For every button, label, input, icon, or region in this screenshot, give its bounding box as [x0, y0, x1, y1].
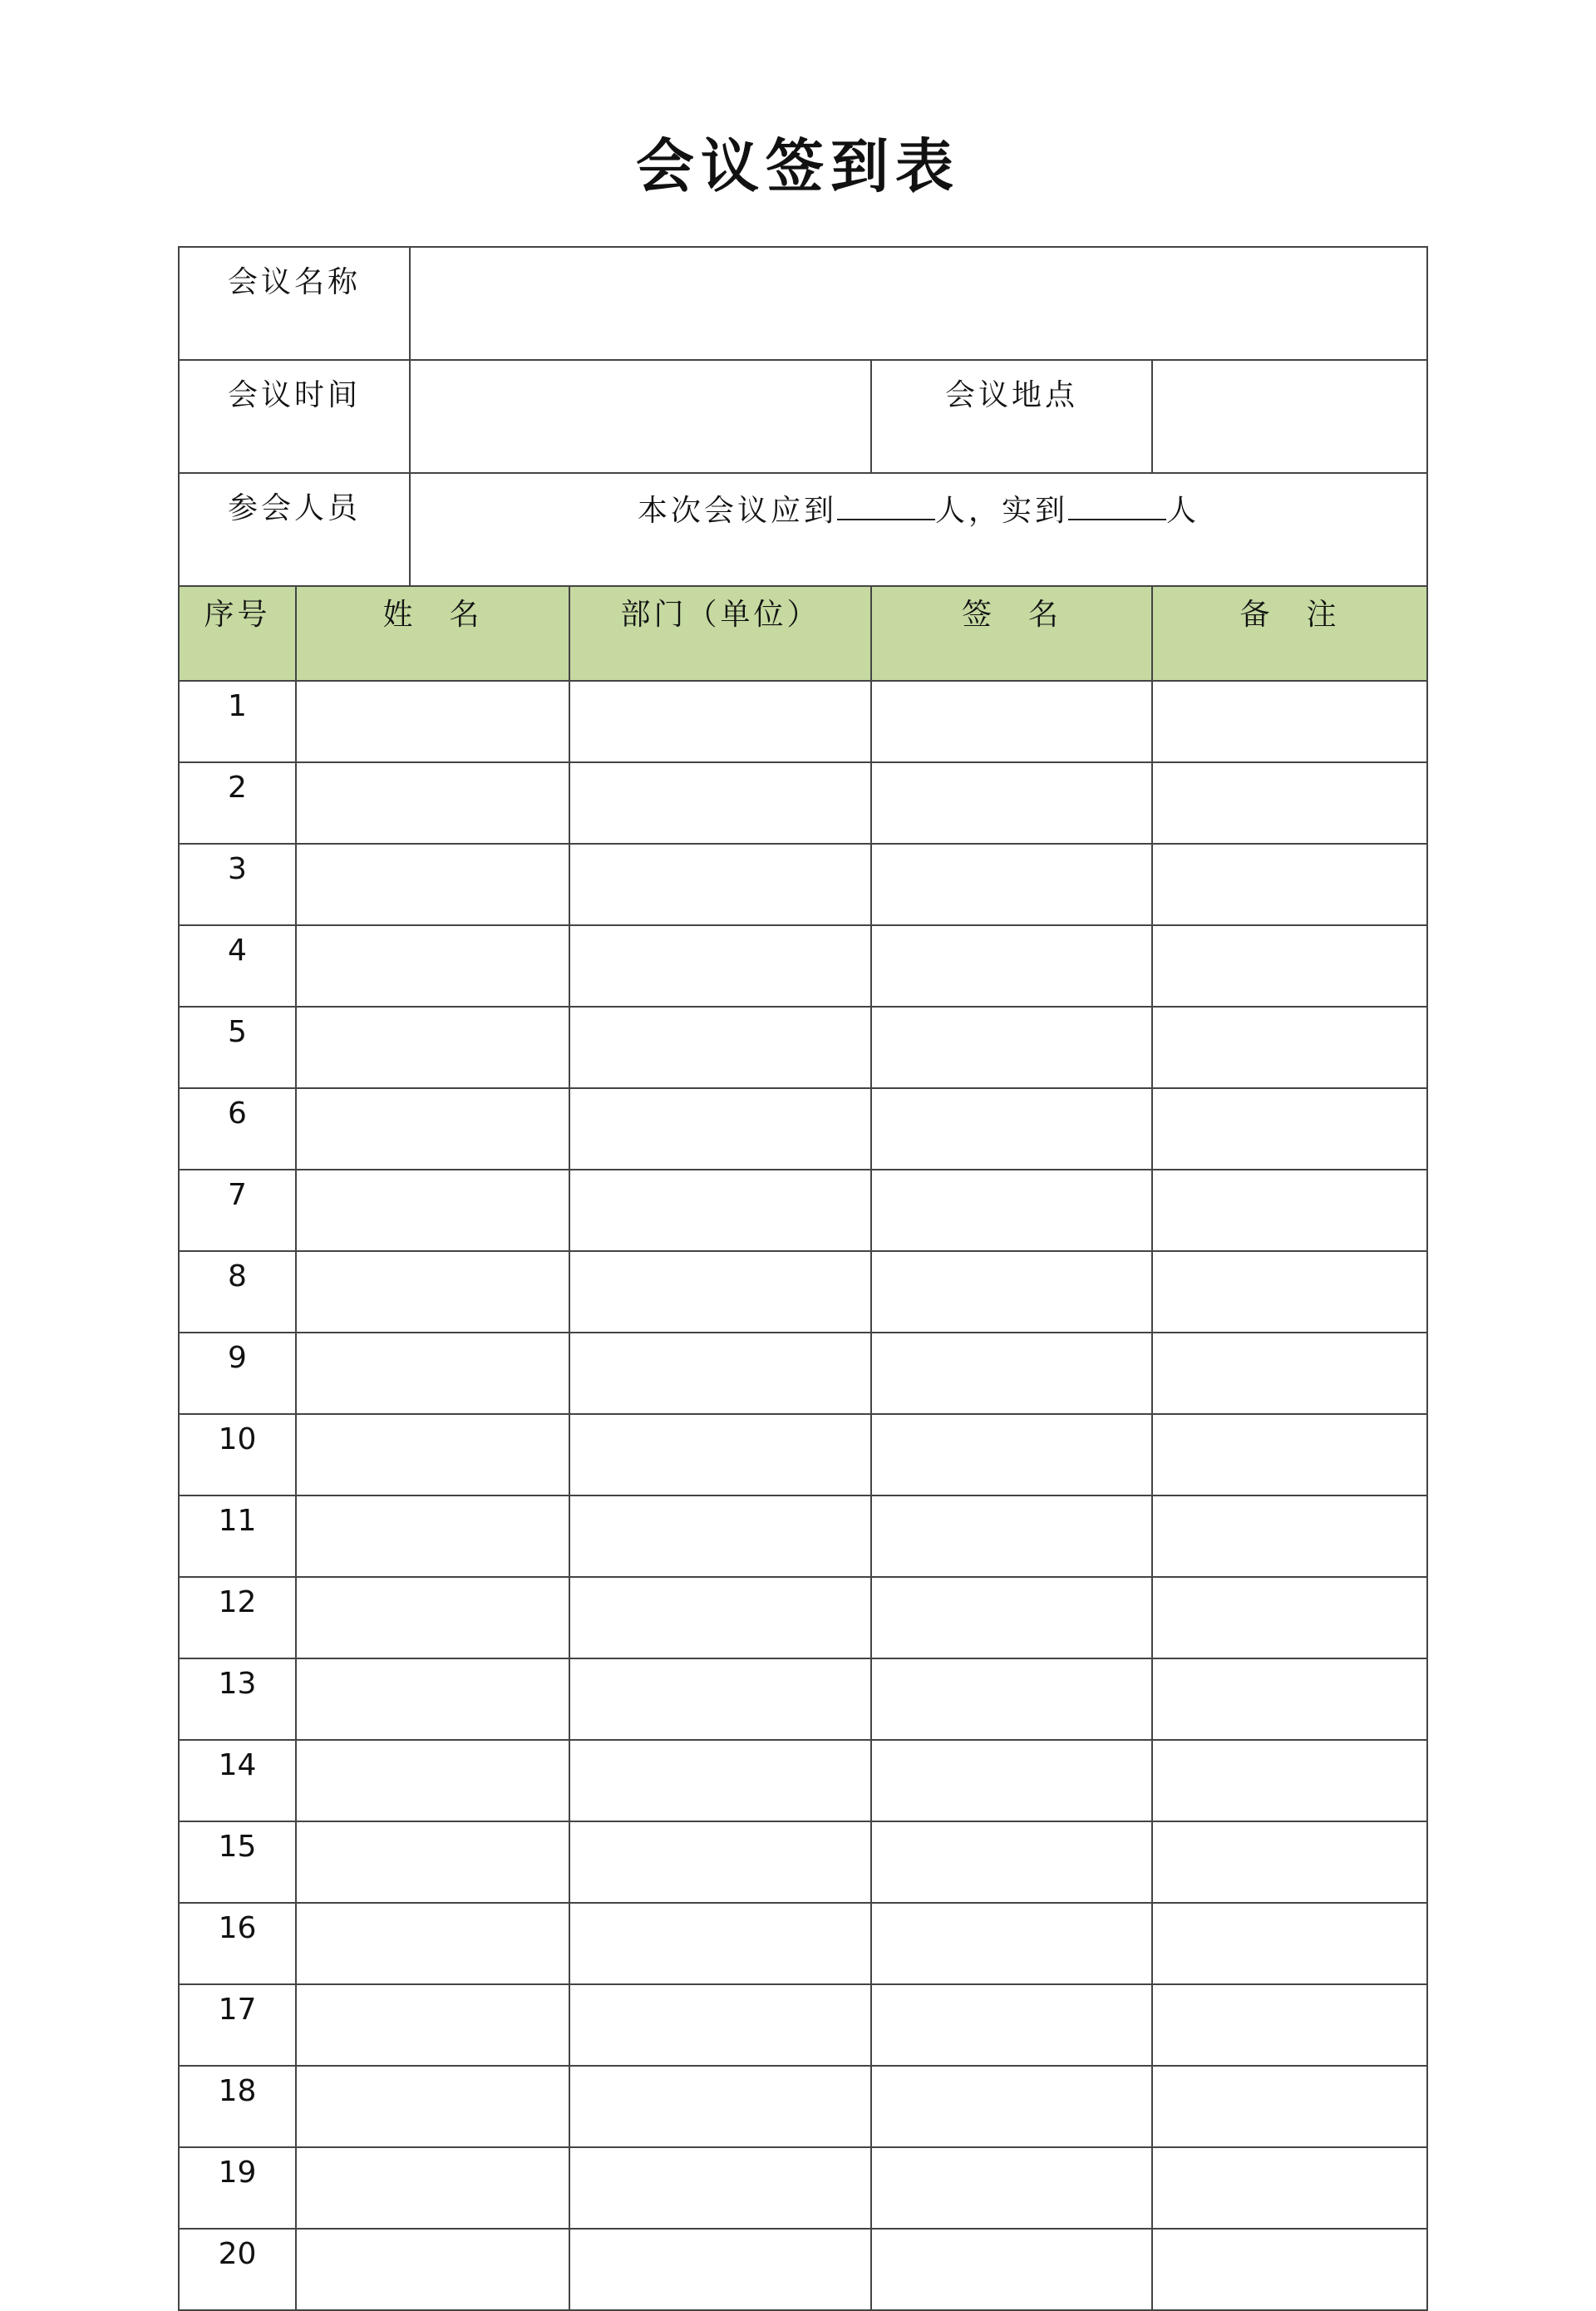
table-row: [179, 1658, 1427, 1740]
meeting-time-row: [179, 360, 1427, 473]
signature-cell[interactable]: [871, 1658, 1152, 1740]
dept-cell[interactable]: [569, 1007, 871, 1088]
row-number: 9: [179, 1333, 296, 1414]
signature-cell[interactable]: [871, 925, 1152, 1007]
attendees-row: [179, 473, 1427, 586]
table-row: [179, 1088, 1427, 1170]
dept-cell[interactable]: [569, 681, 871, 762]
attendees-label: 参会人员: [179, 473, 410, 586]
remarks-cell[interactable]: [1152, 1251, 1427, 1333]
actual-count-blank[interactable]: [1068, 494, 1166, 520]
column-header-row: [179, 586, 1427, 681]
signature-cell[interactable]: [871, 1170, 1152, 1251]
col-header-signature: 签 名: [871, 586, 1152, 681]
remarks-cell[interactable]: [1152, 1903, 1427, 1984]
signature-cell[interactable]: [871, 1251, 1152, 1333]
name-cell[interactable]: [296, 1495, 569, 1577]
table-row: [179, 1740, 1427, 1821]
remarks-cell[interactable]: [1152, 844, 1427, 925]
row-number: 15: [179, 1821, 296, 1903]
signature-cell[interactable]: [871, 1984, 1152, 2066]
attendance-suffix: 人: [1166, 494, 1200, 528]
row-number: 20: [179, 2229, 296, 2310]
table-row: [179, 2066, 1427, 2147]
page-title: 会议签到表: [636, 131, 960, 200]
table-row: [179, 844, 1427, 925]
table-row: [179, 1903, 1427, 1984]
dept-cell[interactable]: [569, 1495, 871, 1577]
remarks-cell[interactable]: [1152, 1821, 1427, 1903]
meeting-time-field[interactable]: [410, 360, 871, 473]
dept-cell[interactable]: [569, 1903, 871, 1984]
signature-cell[interactable]: [871, 2147, 1152, 2229]
table-row: [179, 762, 1427, 844]
signature-cell[interactable]: [871, 1414, 1152, 1495]
signature-cell[interactable]: [871, 1088, 1152, 1170]
remarks-cell[interactable]: [1152, 681, 1427, 762]
table-row: [179, 1495, 1427, 1577]
signature-cell[interactable]: [871, 1577, 1152, 1658]
remarks-cell[interactable]: [1152, 1414, 1427, 1495]
signature-cell[interactable]: [871, 1333, 1152, 1414]
table-row: [179, 1007, 1427, 1088]
col-header-dept: 部门（单位）: [569, 586, 871, 681]
attendance-summary: [410, 473, 1427, 586]
table-row: [179, 1414, 1427, 1495]
signature-cell[interactable]: [871, 681, 1152, 762]
meeting-name-row: [179, 247, 1427, 360]
dept-cell[interactable]: [569, 1577, 871, 1658]
remarks-cell[interactable]: [1152, 1984, 1427, 2066]
remarks-cell[interactable]: [1152, 2229, 1427, 2310]
row-number: 7: [179, 1170, 296, 1251]
table-row: [179, 1984, 1427, 2066]
meeting-place-label: 会议地点: [871, 360, 1152, 473]
name-cell[interactable]: [296, 1170, 569, 1251]
name-cell[interactable]: [296, 1903, 569, 1984]
dept-cell[interactable]: [569, 1251, 871, 1333]
table-row: [179, 2147, 1427, 2229]
col-header-remarks: 备 注: [1152, 586, 1427, 681]
table-row: [179, 1821, 1427, 1903]
table-row: [179, 2229, 1427, 2310]
signature-cell[interactable]: [871, 1903, 1152, 1984]
name-cell[interactable]: [296, 1658, 569, 1740]
dept-cell[interactable]: [569, 2147, 871, 2229]
name-cell[interactable]: [296, 2229, 569, 2310]
dept-cell[interactable]: [569, 925, 871, 1007]
remarks-cell[interactable]: [1152, 1088, 1427, 1170]
name-cell[interactable]: [296, 1333, 569, 1414]
dept-cell[interactable]: [569, 1170, 871, 1251]
meeting-place-field[interactable]: [1152, 360, 1427, 473]
attendance-mid: 人，实到: [935, 494, 1069, 528]
name-cell[interactable]: [296, 2066, 569, 2147]
signature-cell[interactable]: [871, 1821, 1152, 1903]
row-number: 13: [179, 1658, 296, 1740]
signature-cell[interactable]: [871, 1740, 1152, 1821]
remarks-cell[interactable]: [1152, 1658, 1427, 1740]
row-number: 10: [179, 1414, 296, 1495]
row-number: 11: [179, 1495, 296, 1577]
dept-cell[interactable]: [569, 1984, 871, 2066]
signature-cell[interactable]: [871, 844, 1152, 925]
table-row: [179, 1170, 1427, 1251]
row-number: 17: [179, 1984, 296, 2066]
name-cell[interactable]: [296, 844, 569, 925]
dept-cell[interactable]: [569, 1740, 871, 1821]
dept-cell[interactable]: [569, 762, 871, 844]
row-number: 8: [179, 1251, 296, 1333]
name-cell[interactable]: [296, 1821, 569, 1903]
dept-cell[interactable]: [569, 1333, 871, 1414]
dept-cell[interactable]: [569, 1658, 871, 1740]
signature-cell[interactable]: [871, 2229, 1152, 2310]
meeting-name-field[interactable]: [410, 247, 1427, 360]
signature-cell[interactable]: [871, 2066, 1152, 2147]
row-number: 4: [179, 925, 296, 1007]
name-cell[interactable]: [296, 1984, 569, 2066]
dept-cell[interactable]: [569, 844, 871, 925]
dept-cell[interactable]: [569, 2066, 871, 2147]
meeting-time-label: 会议时间: [179, 360, 410, 473]
table-row: [179, 1333, 1427, 1414]
row-number: 2: [179, 762, 296, 844]
row-number: 5: [179, 1007, 296, 1088]
row-number: 12: [179, 1577, 296, 1658]
signature-cell[interactable]: [871, 1007, 1152, 1088]
row-number: 3: [179, 844, 296, 925]
name-cell[interactable]: [296, 925, 569, 1007]
col-header-name: 姓 名: [296, 586, 569, 681]
remarks-cell[interactable]: [1152, 1577, 1427, 1658]
remarks-cell[interactable]: [1152, 1333, 1427, 1414]
name-cell[interactable]: [296, 1251, 569, 1333]
row-number: 14: [179, 1740, 296, 1821]
row-number: 6: [179, 1088, 296, 1170]
name-cell[interactable]: [296, 1088, 569, 1170]
col-header-seq: 序号: [179, 586, 296, 681]
name-cell[interactable]: [296, 1577, 569, 1658]
name-cell[interactable]: [296, 681, 569, 762]
name-cell[interactable]: [296, 762, 569, 844]
sign-in-table: [178, 246, 1428, 2311]
name-cell[interactable]: [296, 2147, 569, 2229]
remarks-cell[interactable]: [1152, 1170, 1427, 1251]
dept-cell[interactable]: [569, 1088, 871, 1170]
remarks-cell[interactable]: [1152, 762, 1427, 844]
remarks-cell[interactable]: [1152, 2147, 1427, 2229]
remarks-cell[interactable]: [1152, 1495, 1427, 1577]
remarks-cell[interactable]: [1152, 925, 1427, 1007]
name-cell[interactable]: [296, 1007, 569, 1088]
dept-cell[interactable]: [569, 1414, 871, 1495]
table-row: [179, 1251, 1427, 1333]
dept-cell[interactable]: [569, 2229, 871, 2310]
table-row: [179, 925, 1427, 1007]
attendance-prefix: 本次会议应到: [637, 494, 837, 528]
table-row: [179, 1577, 1427, 1658]
dept-cell[interactable]: [569, 1821, 871, 1903]
row-number: 18: [179, 2066, 296, 2147]
row-number: 1: [179, 681, 296, 762]
remarks-cell[interactable]: [1152, 1007, 1427, 1088]
remarks-cell[interactable]: [1152, 2066, 1427, 2147]
name-cell[interactable]: [296, 1414, 569, 1495]
remarks-cell[interactable]: [1152, 1740, 1427, 1821]
row-number: 16: [179, 1903, 296, 1984]
row-number: 19: [179, 2147, 296, 2229]
table-row: [179, 681, 1427, 762]
expected-count-blank[interactable]: [837, 494, 935, 520]
signature-cell[interactable]: [871, 1495, 1152, 1577]
name-cell[interactable]: [296, 1740, 569, 1821]
signature-cell[interactable]: [871, 762, 1152, 844]
meeting-name-label: 会议名称: [179, 247, 410, 360]
